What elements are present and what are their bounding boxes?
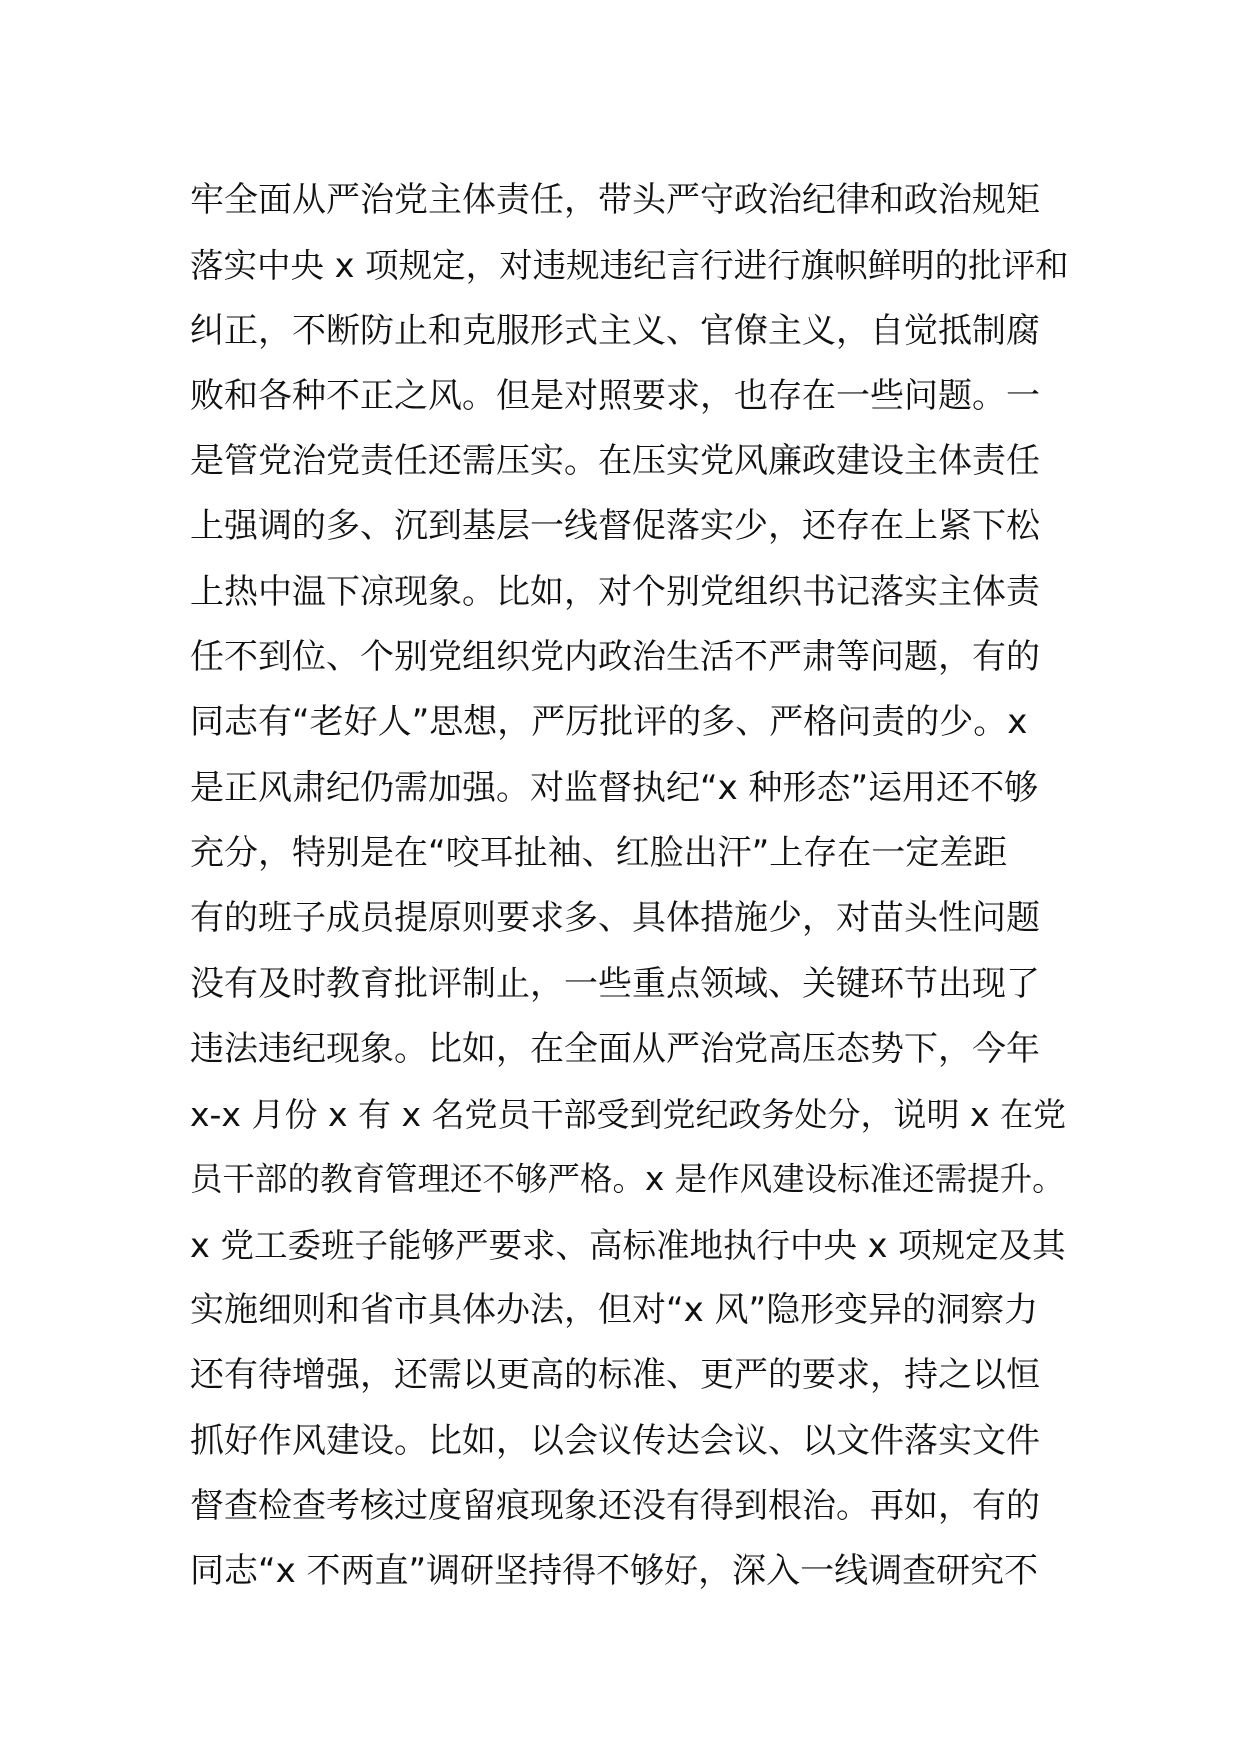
text-line: 同志有“老好人”思想，严厉批评的多、严格问责的少。x bbox=[190, 702, 1028, 743]
text-line: 纠正，不断防止和克服形式主义、官僚主义，自觉抵制腐 bbox=[190, 310, 1040, 351]
text-line: 充分，特别是在“咬耳扯袖、红脸出汗”上存在一定差距 bbox=[190, 832, 1008, 873]
text-line: 是管党治党责任还需压实。在压实党风廉政建设主体责任 bbox=[190, 441, 1040, 482]
text-line: 是正风肃纪仍需加强。对监督执纪“x 种形态”运用还不够 bbox=[190, 767, 1039, 808]
text-line: 员干部的教育管理还不够严格。x 是作风建设标准还需提升。 bbox=[190, 1160, 1065, 1199]
text-line: 没有及时教育批评制止，一些重点领域、关键环节出现了 bbox=[190, 963, 1040, 1004]
text-line: 违法违纪现象。比如，在全面从严治党高压态势下，今年 bbox=[190, 1028, 1040, 1069]
text-line: 牢全面从严治党主体责任，带头严守政治纪律和政治规矩 bbox=[190, 180, 1040, 220]
text-line: x-x 月份 x 有 x 名党员干部受到党纪政务处分，说明 x 在党 bbox=[190, 1095, 1066, 1135]
text-line: 上强调的多、沉到基层一线督促落实少，还存在上紧下松 bbox=[190, 506, 1040, 547]
text-line: 败和各种不正之风。但是对照要求，也存在一些问题。一 bbox=[190, 375, 1040, 416]
body-text bbox=[190, 168, 1070, 1605]
text-line: 抓好作风建设。比如，以会议传达会议、以文件落实文件 bbox=[190, 1420, 1040, 1461]
text-line: 督查检查考核过度留痕现象还没有得到根治。再如，有的 bbox=[190, 1485, 1040, 1526]
text-line: x 党工委班子能够严要求、高标准地执行中央 x 项规定及其 bbox=[190, 1225, 1066, 1265]
text-line: 有的班子成员提原则要求多、具体措施少，对苗头性问题 bbox=[190, 898, 1040, 939]
text-line: 落实中央 x 项规定，对违规违纪言行进行旗帜鲜明的批评和 bbox=[190, 246, 1069, 286]
text-line: 还有待增强，还需以更高的标准、更严的要求，持之以恒 bbox=[190, 1355, 1040, 1396]
text-line: 同志“x 不两直”调研坚持得不够好，深入一线调查研究不 bbox=[190, 1551, 1039, 1592]
text-line: 任不到位、个别党组织党内政治生活不严肃等问题，有的 bbox=[190, 637, 1040, 678]
text-line: 实施细则和省市具体办法，但对“x 风”隐形变异的洞察力 bbox=[190, 1290, 1039, 1331]
text-line: 上热中温下凉现象。比如，对个别党组织书记落实主体责 bbox=[190, 571, 1040, 612]
